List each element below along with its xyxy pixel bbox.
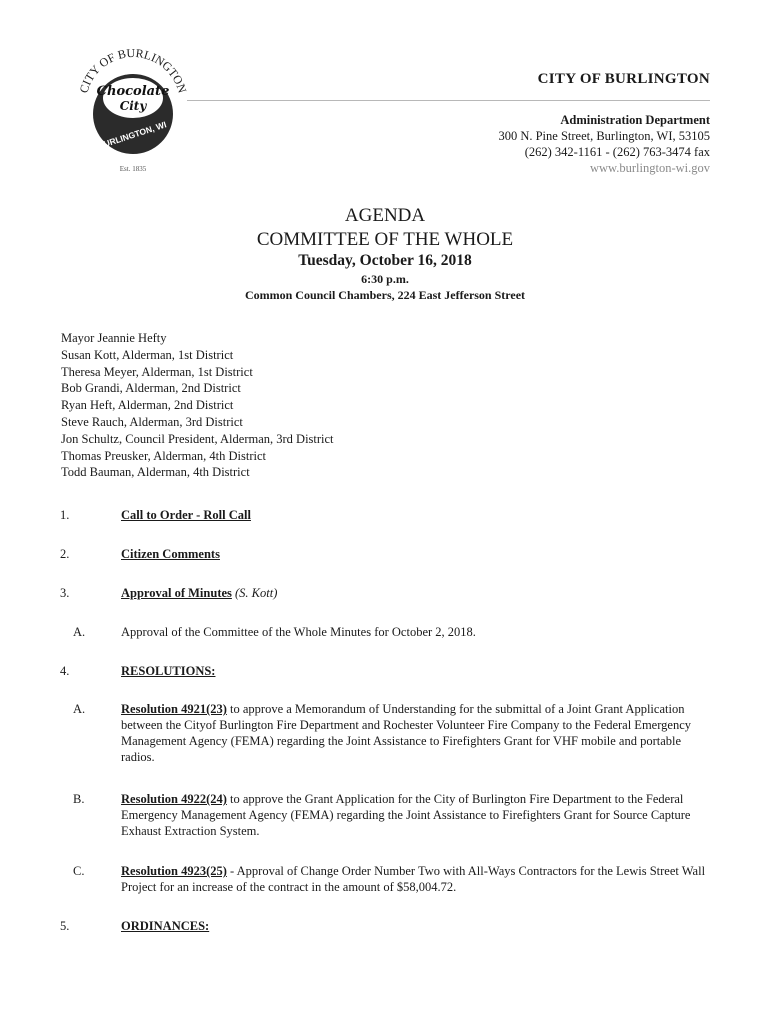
item-heading-call-to-order: Call to Order - Roll Call <box>121 508 251 522</box>
resolution-4923 <box>121 863 716 895</box>
item-heading-ordinances: ORDINANCES: <box>121 919 210 933</box>
letterhead-address: 300 N. Pine Street, Burlington, WI, 53105 <box>498 129 710 143</box>
member-item: Thomas Preusker, Alderman, 4th District <box>61 448 267 463</box>
subitem-text: Approval of the Committee of the Whole Minutes for October 2, 2018. <box>121 625 476 639</box>
item-heading-resolutions: RESOLUTIONS: <box>121 664 216 678</box>
letterhead-department: Administration Department <box>560 113 710 127</box>
letterhead-website-link[interactable]: www.burlington-wi.gov <box>589 161 710 175</box>
member-item: Ryan Heft, Alderman, 2nd District <box>61 398 234 413</box>
item-number: 4. <box>60 664 70 678</box>
member-item: Bob Grandi, Alderman, 2nd District <box>61 381 241 396</box>
resolution-text: to approve the Grant Application for the City of Burlington Fire Department to the Federal Emergency Management Agency (FEMA) regarding the Joint Assistance to Firefighters Grant for Source Capture Exhaust Extraction System. <box>121 792 691 838</box>
resolution-4921 <box>121 701 716 765</box>
item-heading-citizen-comments: Citizen Comments <box>121 547 220 561</box>
subitem-letter: A. <box>73 702 86 716</box>
subitem-letter: B. <box>73 792 85 806</box>
item-heading-approval-of-minutes: Approval of Minutes <box>121 586 232 600</box>
seal-est-text: Est. 1835 <box>119 165 147 173</box>
meeting-date: Tuesday, October 16, 2018 <box>298 252 472 269</box>
letterhead-divider <box>187 100 710 102</box>
item-number: 1. <box>60 508 70 522</box>
council-members-list <box>61 330 334 481</box>
letterhead-city: CITY OF BURLINGTON <box>537 71 710 87</box>
item-number: 5. <box>60 919 70 933</box>
item-note: (S. Kott) <box>235 586 278 600</box>
member-item: Steve Rauch, Alderman, 3rd District <box>61 414 243 429</box>
item-approval-of-minutes <box>121 585 277 601</box>
resolution-4922 <box>121 791 716 839</box>
resolution-text: to approve a Memorandum of Understanding for the submittal of a Joint Grant Application between the Cityof Burlington Fire Department and Rochester Volunteer Fire Company to the Federal Emergency Management Agency (FEMA) regarding the Joint Assistance to Firefighters Grant for VHF mobile and portable radios. <box>121 702 692 764</box>
resolution-text: - Approval of Change Order Number Two with All-Ways Contractors for the Lewis Street Wall Project for an increase of the contract in the amount of $58,004.72. <box>121 864 706 894</box>
seal-bottom-text: BURLINGTON, WI <box>96 119 168 151</box>
city-seal-logo <box>72 42 194 177</box>
item-number: 2. <box>60 547 70 561</box>
seal-center-text-1: Chocolate <box>96 84 170 99</box>
member-item: Todd Bauman, Alderman, 4th District <box>61 465 250 480</box>
meeting-location: Common Council Chambers, 224 East Jefferson Street <box>244 288 526 302</box>
resolution-label: Resolution 4921(23) <box>121 702 227 716</box>
resolution-label: Resolution 4923(25) <box>121 864 227 878</box>
member-item: Mayor Jeannie Hefty <box>61 331 167 345</box>
seal-center-text-2: City <box>119 99 147 113</box>
member-item: Susan Kott, Alderman, 1st District <box>61 347 234 362</box>
seal-top-text: CITY OF BURLINGTON <box>76 45 190 95</box>
subitem-letter: C. <box>73 864 85 878</box>
letterhead-phone: (262) 342-1161 - (262) 763-3474 fax <box>524 145 710 159</box>
member-item: Theresa Meyer, Alderman, 1st District <box>61 364 253 379</box>
committee-title: COMMITTEE OF THE WHOLE <box>256 229 514 250</box>
agenda-title: AGENDA <box>344 205 426 226</box>
meeting-time: 6:30 p.m. <box>361 272 409 286</box>
member-item: Jon Schultz, Council President, Alderman, 3rd District <box>61 431 334 446</box>
resolution-label: Resolution 4922(24) <box>121 792 227 806</box>
subitem-letter: A. <box>73 625 86 639</box>
item-number: 3. <box>60 586 70 600</box>
